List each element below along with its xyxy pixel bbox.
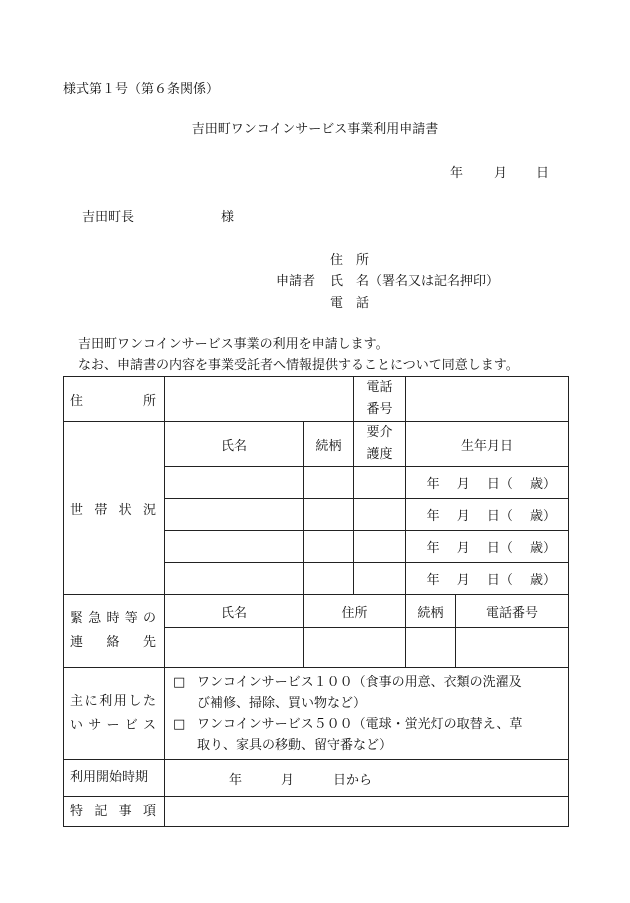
household-name-field[interactable]	[165, 467, 304, 499]
date-month-label: 月	[494, 166, 508, 181]
emergency-relation-header: 続柄	[406, 595, 456, 628]
address-label	[64, 377, 165, 422]
emergency-contact-label	[64, 595, 165, 668]
emergency-label-char: 緊	[70, 611, 84, 626]
services-label-char: 主	[70, 693, 84, 709]
notes-label-char: 項	[142, 803, 156, 819]
service-option-line: ワンコインサービス１００（食事の用意、衣類の洗濯及	[197, 674, 522, 690]
address-field[interactable]	[165, 377, 354, 422]
address-label-char: 住	[70, 393, 84, 409]
services-label-char: ー	[106, 717, 120, 733]
services-label	[64, 668, 165, 760]
household-care-field[interactable]	[354, 467, 406, 499]
services-label-char: に	[84, 693, 98, 709]
emergency-label-char: 時	[106, 611, 120, 626]
household-birthdate-field[interactable]: 年 月 日（ 歳）	[406, 563, 569, 595]
intro-line: 吉田町ワンコインサービス事業の利用を申請します。	[78, 337, 389, 352]
household-care-field[interactable]	[354, 499, 406, 531]
service-option-500[interactable]	[173, 714, 562, 735]
care-header-line: 護度	[366, 447, 393, 462]
application-table	[63, 376, 569, 827]
services-label-char: し	[128, 693, 142, 709]
service-option-100[interactable]	[173, 672, 562, 693]
household-care-field[interactable]	[354, 531, 406, 563]
services-label-char: 用	[113, 693, 127, 709]
services-label-char: い	[70, 717, 84, 733]
services-options	[165, 668, 569, 760]
emergency-label-char: 絡	[106, 635, 120, 650]
household-birthdate-header: 生年月日	[406, 422, 569, 467]
date-day-label: 日	[536, 166, 550, 181]
emergency-phone-header: 電話番号	[456, 595, 569, 628]
services-label-char: た	[142, 693, 156, 709]
emergency-address-field[interactable]	[304, 628, 406, 668]
applicant-name-label: 氏 名（署名又は記名押印）	[330, 274, 500, 289]
start-period-field[interactable]: 年 月 日から	[165, 760, 569, 797]
household-care-field[interactable]	[354, 563, 406, 595]
service-option-line: 取り、家具の移動、留守番など）	[197, 737, 393, 753]
emergency-name-header: 氏名	[165, 595, 304, 628]
household-name-field[interactable]	[165, 499, 304, 531]
emergency-label-char: の	[142, 611, 156, 626]
household-birthdate-field[interactable]: 年 月 日（ 歳）	[406, 499, 569, 531]
addressee-name: 吉田町長	[82, 210, 135, 225]
household-care-level-header	[354, 422, 406, 467]
household-relation-header: 続柄	[304, 422, 354, 467]
household-label	[64, 422, 165, 595]
form-number: 様式第１号（第６条関係）	[63, 82, 220, 97]
emergency-label-char: 急	[88, 611, 102, 626]
start-period-label: 利用開始時期	[64, 760, 165, 797]
notes-label-char: 記	[94, 803, 108, 819]
emergency-phone-field[interactable]	[456, 628, 569, 668]
emergency-relation-field[interactable]	[406, 628, 456, 668]
services-label-char: ス	[142, 717, 156, 733]
phone-label-line: 番号	[366, 402, 393, 417]
address-label-char: 所	[142, 393, 156, 409]
services-label-char: ビ	[124, 717, 138, 733]
phone-label-line: 電話	[366, 380, 393, 395]
applicant-role-label: 申請者	[276, 274, 316, 289]
household-label-char: 世	[70, 502, 84, 518]
phone-number-field[interactable]	[406, 377, 569, 422]
service-option-500-cont	[173, 735, 562, 756]
notes-field[interactable]	[165, 797, 569, 827]
emergency-label-char: 連	[70, 635, 84, 650]
emergency-label-char: 等	[124, 611, 138, 626]
household-relation-field[interactable]	[304, 467, 354, 499]
household-label-char: 況	[142, 502, 156, 518]
household-relation-field[interactable]	[304, 531, 354, 563]
services-label-char: 利	[99, 693, 113, 709]
service-option-line: び補修、掃除、買い物など）	[197, 695, 367, 711]
notes-label-char: 特	[70, 803, 84, 819]
household-birthdate-field[interactable]: 年 月 日（ 歳）	[406, 467, 569, 499]
service-option-100-cont	[173, 693, 562, 714]
household-name-field[interactable]	[165, 531, 304, 563]
intro-line: なお、申請書の内容を事業受託者へ情報提供することについて同意します。	[78, 358, 519, 373]
care-header-line: 要介	[366, 425, 393, 440]
applicant-address-label: 住 所	[330, 253, 370, 268]
service-option-line: ワンコインサービス５００（電球・蛍光灯の取替え、草	[197, 716, 523, 732]
date-year-label: 年	[450, 166, 464, 181]
addressee-honorific: 様	[221, 210, 235, 225]
household-relation-field[interactable]	[304, 499, 354, 531]
checkbox-icon[interactable]: □	[173, 716, 186, 732]
phone-number-label	[354, 377, 406, 422]
household-label-char: 状	[118, 502, 132, 518]
emergency-label-char: 先	[142, 635, 156, 650]
services-label-char: サ	[88, 717, 102, 733]
household-relation-field[interactable]	[304, 563, 354, 595]
notes-label	[64, 797, 165, 827]
checkbox-icon[interactable]: □	[173, 674, 186, 690]
household-label-char: 帯	[94, 502, 108, 518]
household-name-header: 氏名	[165, 422, 304, 467]
notes-label-char: 事	[118, 803, 132, 819]
household-birthdate-field[interactable]: 年 月 日（ 歳）	[406, 531, 569, 563]
page-title: 吉田町ワンコインサービス事業利用申請書	[191, 122, 439, 137]
emergency-address-header: 住所	[304, 595, 406, 628]
applicant-phone-label: 電 話	[330, 296, 370, 311]
emergency-name-field[interactable]	[165, 628, 304, 668]
household-name-field[interactable]	[165, 563, 304, 595]
